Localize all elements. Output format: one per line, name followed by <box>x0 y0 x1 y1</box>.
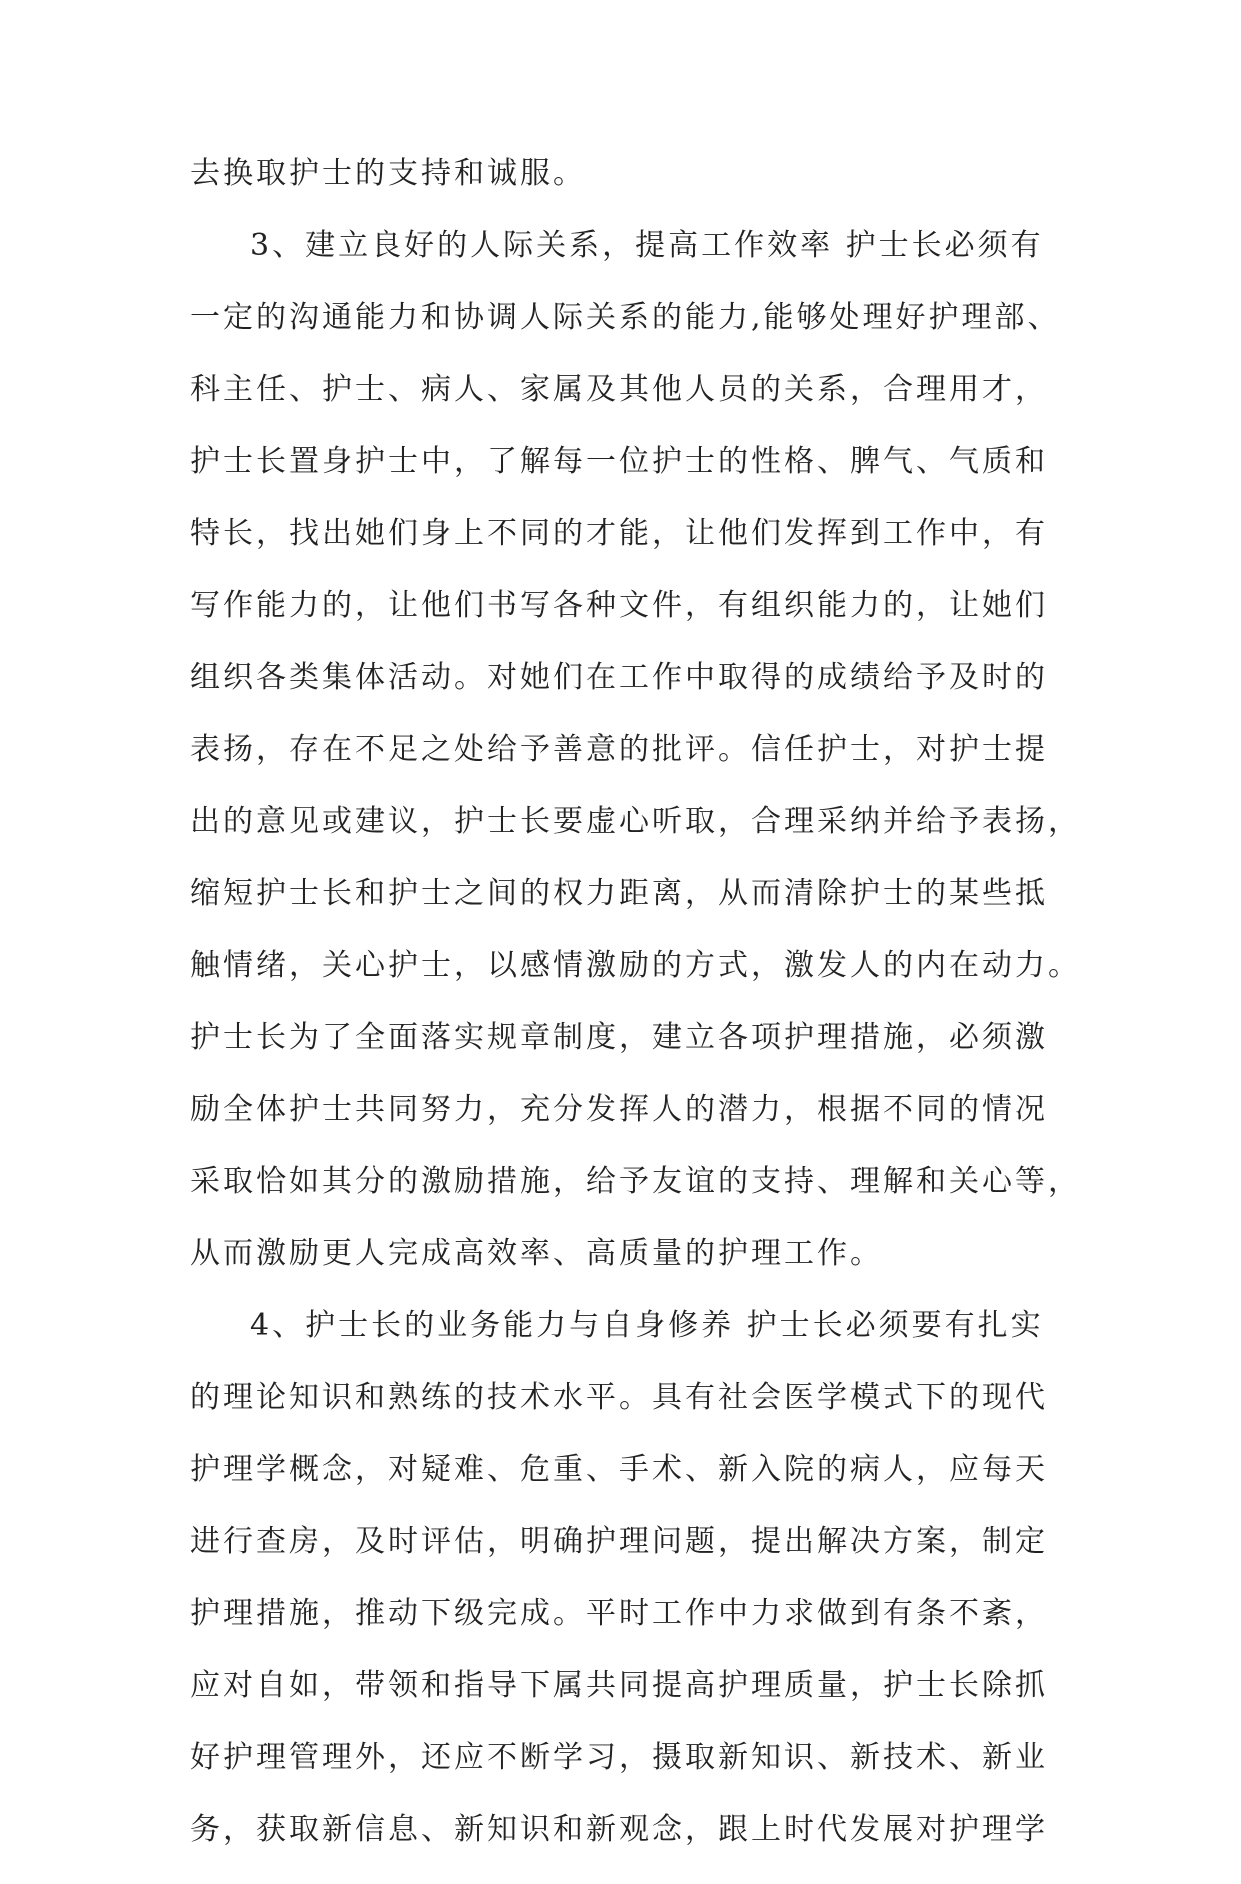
text-line: 的理论知识和熟练的技术水平。具有社会医学模式下的现代 <box>190 1380 1048 1415</box>
text-line: 组织各类集体活动。对她们在工作中取得的成绩给予及时的 <box>190 660 1048 695</box>
text-line: 进行查房，及时评估，明确护理问题，提出解决方案，制定 <box>190 1524 1048 1559</box>
text-line: 科主任、护士、病人、家属及其他人员的关系，合理用才， <box>190 372 1048 407</box>
text-line: 出的意见或建议，护士长要虚心听取，合理采纳并给予表扬， <box>190 804 1081 839</box>
text-line: 一定的沟通能力和协调人际关系的能力,能够处理好护理部、 <box>190 300 1061 335</box>
text-line: 从而激励更人完成高效率、高质量的护理工作。 <box>190 1236 883 1271</box>
paragraph-start-line: 3、建立良好的人际关系，提高工作效率 护士长必须有 <box>250 228 1044 263</box>
text-line: 护士长为了全面落实规章制度，建立各项护理措施，必须激 <box>190 1020 1048 1055</box>
text-line: 缩短护士长和护士之间的权力距离，从而清除护士的某些抵 <box>190 876 1048 911</box>
text-line: 护士长置身护士中，了解每一位护士的性格、脾气、气质和 <box>190 444 1048 479</box>
text-line: 护理措施，推动下级完成。平时工作中力求做到有条不紊， <box>190 1596 1048 1631</box>
text-line: 采取恰如其分的激励措施，给予友谊的支持、理解和关心等， <box>190 1164 1081 1199</box>
text-line: 应对自如，带领和指导下属共同提高护理质量，护士长除抓 <box>190 1668 1048 1703</box>
text-line: 励全体护士共同努力，充分发挥人的潜力，根据不同的情况 <box>190 1092 1048 1127</box>
text-line: 好护理管理外，还应不断学习，摄取新知识、新技术、新业 <box>190 1740 1048 1775</box>
text-line: 去换取护士的支持和诚服。 <box>190 156 586 191</box>
text-line: 护理学概念，对疑难、危重、手术、新入院的病人，应每天 <box>190 1452 1048 1487</box>
document-body <box>190 156 1081 1884</box>
text-line: 务，获取新信息、新知识和新观念，跟上时代发展对护理学 <box>190 1812 1048 1847</box>
paragraph-start-line: 4、护士长的业务能力与自身修养 护士长必须要有扎实 <box>250 1308 1044 1343</box>
text-line: 表扬，存在不足之处给予善意的批评。信任护士，对护士提 <box>190 732 1048 767</box>
text-line: 特长，找出她们身上不同的才能，让他们发挥到工作中，有 <box>190 516 1048 551</box>
text-line: 触情绪，关心护士，以感情激励的方式，激发人的内在动力。 <box>190 948 1081 983</box>
text-line: 写作能力的，让他们书写各种文件，有组织能力的，让她们 <box>190 588 1048 623</box>
